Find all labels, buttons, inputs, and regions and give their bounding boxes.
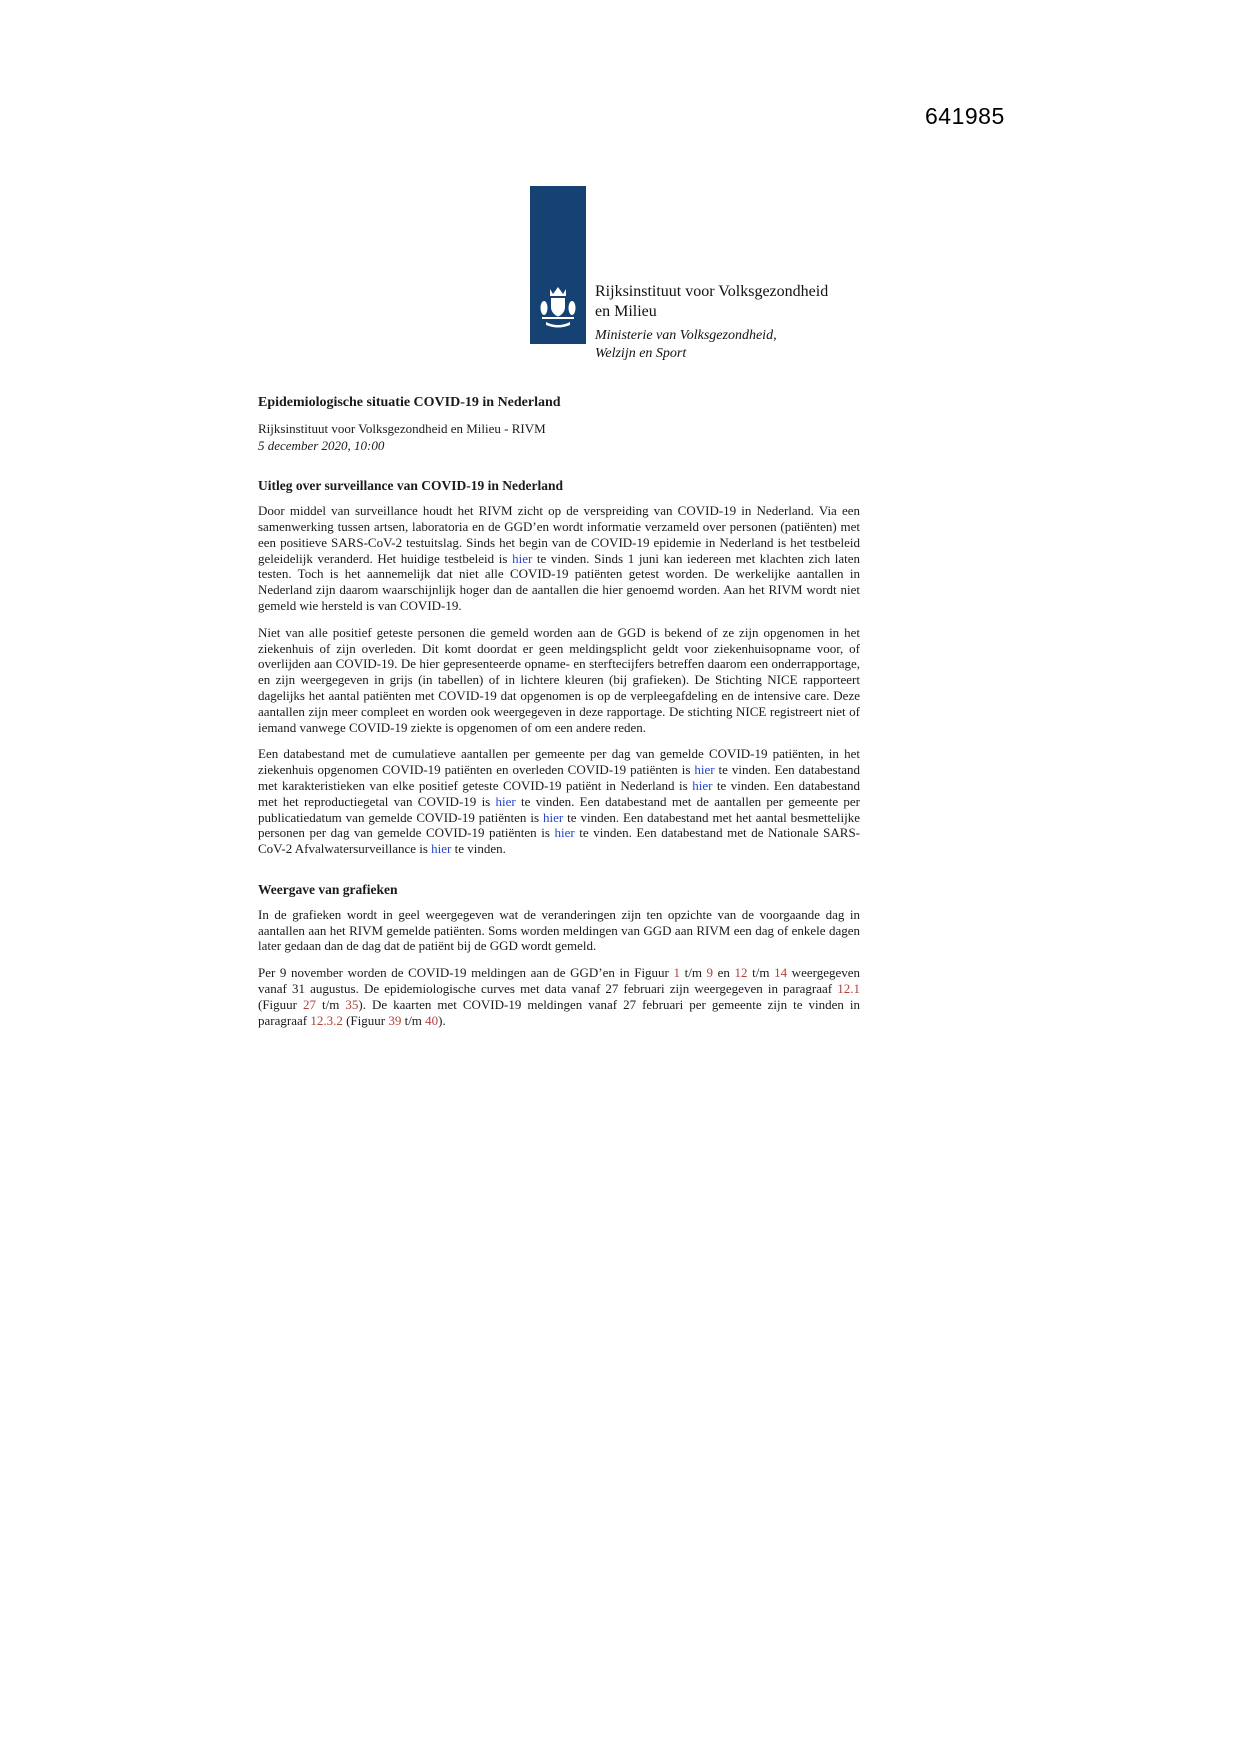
hyperlink-hier[interactable]: hier xyxy=(512,550,533,566)
text-run: te vinden. Een databestand met het reproductiegetal van COVID-19 is xyxy=(258,777,860,809)
text-run: t/m xyxy=(680,965,707,981)
figure-ref-link[interactable]: 39 xyxy=(388,1012,402,1028)
text-run: ). De kaarten met COVID-19 meldingen vanaf 27 februari per gemeente zijn te vinden in paragraaf xyxy=(258,996,861,1028)
text-run: en xyxy=(713,965,735,981)
figure-ref-link[interactable]: 12 xyxy=(734,965,748,981)
rivm-logo xyxy=(530,186,828,363)
text-run: te vinden. Een databestand met het aantal besmettelijke personen per dag van gemelde COVID-19 patiënten is xyxy=(258,809,860,841)
paragraph-grafieken-2 xyxy=(258,965,860,1028)
figure-ref-link[interactable]: 14 xyxy=(774,965,788,981)
figure-ref-link[interactable]: 40 xyxy=(425,1012,439,1028)
hyperlink-hier[interactable]: hier xyxy=(554,825,575,841)
text-run: t/m xyxy=(401,1012,426,1028)
text-run: weergegeven vanaf 31 augustus. De epidemiologische curves met data vanaf 27 februari zijn weergegeven in paragraaf xyxy=(258,965,861,996)
page-number-label: 641985 xyxy=(925,103,1005,129)
hyperlink-hier[interactable]: hier xyxy=(694,762,715,778)
text-run: te vinden. xyxy=(451,841,506,857)
logo-ministry-line1: Ministerie van Volksgezondheid, xyxy=(595,328,777,343)
paragraph-grafieken-1 xyxy=(258,907,860,954)
logo-org-line1: Rijksinstituut voor Volksgezondheid xyxy=(595,283,829,300)
paragraph-surveillance-2 xyxy=(258,625,860,736)
logo-org-name xyxy=(595,282,828,322)
figure-ref-link[interactable]: 9 xyxy=(706,965,714,981)
text-run: t/m xyxy=(747,965,775,981)
text-run: Per 9 november worden de COVID-19 meldingen aan de GGD’en in Figuur xyxy=(258,965,674,981)
figure-ref-link[interactable]: 35 xyxy=(345,996,359,1012)
document-subtitle: Rijksinstituut voor Volksgezondheid en Milieu - RIVM xyxy=(258,420,546,436)
paragraph-surveillance-1 xyxy=(258,503,860,614)
hyperlink-hier[interactable]: hier xyxy=(495,793,516,809)
text-run: Door middel van surveillance houdt het RIVM zicht op de verspreiding van COVID-19 in Nederland. Via een samenwerking tussen artsen, laboratoria en de GGD’en wordt informatie verzameld over personen (patiënten) met een positieve SARS-CoV-2 testuitslag. Sinds het begin van de COVID-19 epidemie in Nederland is het testbeleid geleidelijk veranderd. Het huidige testbeleid is xyxy=(258,503,860,566)
coat-of-arms-icon xyxy=(538,286,578,332)
logo-ministry-name xyxy=(595,327,828,363)
text-run: In de grafieken wordt in geel weergegeven wat de veranderingen zijn ten opzichte van de voorgaande dag in aantallen aan het RIVM gemelde patiënten. Soms worden meldingen van GGD aan RIVM een dag of enkele dagen later gedaan dan de dag dat de patiënt bij de GGD wordt gemeld. xyxy=(258,906,860,954)
figure-ref-link[interactable]: 1 xyxy=(673,965,680,981)
hyperlink-hier[interactable]: hier xyxy=(542,809,564,825)
paragraph-surveillance-3 xyxy=(258,746,860,857)
logo-org-line2: en Milieu xyxy=(595,303,657,320)
text-run: (Figuur xyxy=(342,1012,389,1028)
figure-ref-link[interactable]: 12.1 xyxy=(837,980,860,996)
text-run: te vinden. Een databestand met karakteristieken van elke positief geteste COVID-19 patiënt in Nederland is xyxy=(258,762,861,793)
logo-ministry-line2: Welzijn en Sport xyxy=(595,346,687,361)
section-heading-surveillance: Uitleg over surveillance van COVID-19 in Nederland xyxy=(258,478,563,494)
document-body xyxy=(258,395,860,1039)
section-heading-grafieken: Weergave van grafieken xyxy=(258,881,398,897)
hyperlink-hier[interactable]: hier xyxy=(692,777,713,793)
figure-ref-link[interactable]: 12.3.2 xyxy=(310,1012,343,1028)
figure-ref-link[interactable]: 27 xyxy=(303,996,317,1012)
text-run: (Figuur xyxy=(258,996,304,1012)
text-run: te vinden. Sinds 1 juni kan iedereen met klachten zich laten testen. Toch is het aannemelijk dat niet alle COVID-19 patiënten getest worden. De werkelijke aantallen in Nederland zijn daarom waarschijnlijk hoger dan de aantallen die hier genoemd worden. Aan het RIVM wordt niet gemeld wie hersteld is van COVID-19. xyxy=(258,550,861,613)
text-run: ). xyxy=(438,1012,446,1028)
document-date: 5 december 2020, 10:00 xyxy=(258,437,385,453)
text-run: te vinden. Een databestand met de Nationale SARS-CoV-2 Afvalwatersurveillance is xyxy=(258,825,860,857)
logo-bar xyxy=(530,186,586,344)
text-run: Een databestand met de cumulatieve aantallen per gemeente per dag van gemelde COVID-19 patiënten, in het ziekenhuis opgenomen COVID-19 patiënten en overleden COVID-19 patiënten is xyxy=(258,746,860,778)
text-run: t/m xyxy=(316,996,346,1012)
text-run: te vinden. Een databestand met de aantallen per gemeente per publicatiedatum van gemelde COVID-19 patiënten is xyxy=(258,793,860,825)
hyperlink-hier[interactable]: hier xyxy=(431,841,452,857)
text-run: Niet van alle positief geteste personen die gemeld worden aan de GGD is bekend of ze zijn opgenomen in het ziekenhuis of zijn overleden. Dit komt doordat er geen meldingsplicht geldt voor ziekenhuisopname voor, of overlijden aan COVID-19. De hier gepresenteerde opname- en sterftecijfers betreffen daarom een onderrapportage, en zijn weergegeven in grijs (in tabellen) of in lichtere kleuren (bij grafieken). De Stichting NICE rapporteert dagelijks het aantal patiënten met COVID-19 dat opgenomen is op de verpleegafdeling en de intensive care. Deze aantallen zijn meer compleet en worden ook weergegeven in deze rapportage. De stichting NICE registreert niet of iemand vanwege COVID-19 ziekte is opgenomen of om een andere reden. xyxy=(258,624,860,735)
logo-text xyxy=(595,186,828,363)
document-title: Epidemiologische situatie COVID-19 in Nederland xyxy=(258,395,561,410)
